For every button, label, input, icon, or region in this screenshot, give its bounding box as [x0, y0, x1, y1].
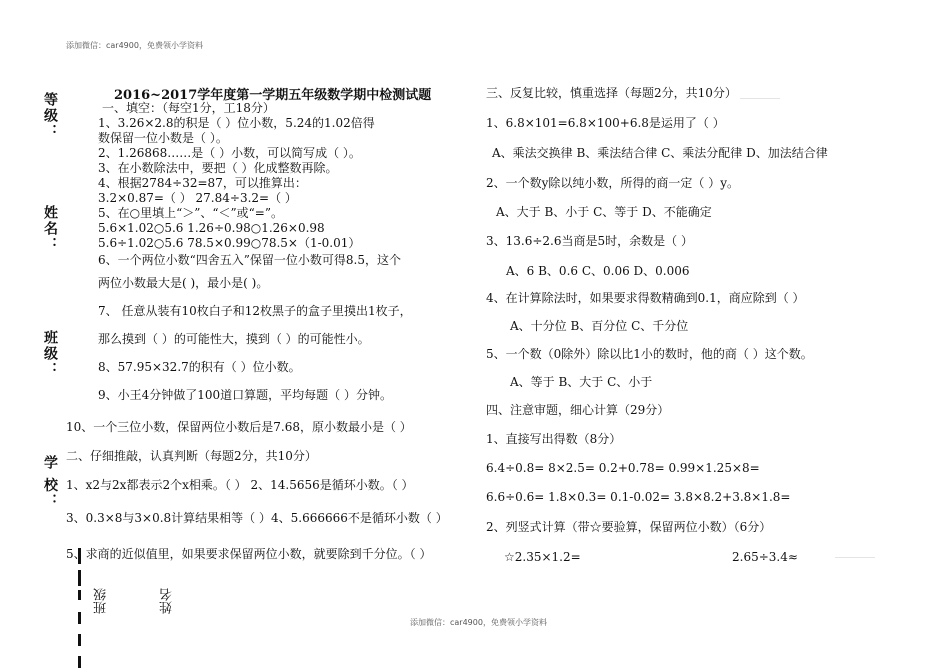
section3-title: 三、反复比较，慎重选择（每题2分，共10分）: [486, 86, 737, 100]
s2-line: 3、0.3×8与3×0.8计算结果相等（ ）4、5.666666不是循环小数（ ）: [66, 511, 448, 525]
watermark-top: 添加微信：car4900，免费领小学资料: [66, 41, 203, 50]
s1-line: 1、3.26×2.8的积是（ ）位小数，5.24的1.02倍得: [98, 116, 375, 130]
s1-line: 10、一个三位小数，保留两位小数后是7.68，原小数最小是（ ）: [66, 420, 412, 434]
s4-sub2: 2、列竖式计算（带☆要验算，保留两位小数）（6分）: [486, 520, 772, 534]
s1-line: 5、在○里填上“＞”、“＜”或“=”。: [98, 206, 283, 220]
side-label-name: 姓名：: [42, 205, 58, 253]
s3-question: 5、一个数（0除外）除以比1小的数时，他的商（ ）这个数。: [486, 347, 813, 361]
s3-options: A、等于 B、大于 C、小于: [510, 375, 653, 389]
vertical-calc-right: 2.65÷3.4≈: [732, 550, 798, 564]
s4-sub1: 1、直接写出得数（8分）: [486, 432, 622, 446]
watermark-bottom: 添加微信：car4900，免费领小学资料: [410, 618, 547, 627]
s3-options: A、大于 B、小于 C、等于 D、不能确定: [496, 205, 712, 219]
s1-line: 5.6×1.02○5.6 1.26÷0.98○1.26×0.98: [98, 221, 325, 235]
binding-line-segment: [78, 656, 81, 668]
s1-line: 6、一个两位小数“四舍五入”保留一位小数可得8.5，这个: [98, 253, 401, 267]
binding-class-label: 班级: [94, 588, 109, 614]
section2-title: 二、仔细推敲，认真判断（每题2分，共10分）: [66, 449, 317, 463]
binding-line-segment: [78, 590, 81, 600]
side-label-school: 学 校：: [42, 455, 58, 510]
s1-line: 两位小数最大是( )，最小是( )。: [98, 276, 269, 290]
binding-line-segment: [78, 634, 81, 646]
s3-options: A、十分位 B、百分位 C、千分位: [510, 319, 689, 333]
scan-artifact: [740, 98, 780, 99]
s1-line: 3.2×0.87=（ ） 27.84÷3.2=（ ）: [98, 191, 297, 205]
binding-line-segment: [78, 612, 81, 624]
side-label-class: 班级：: [42, 330, 58, 378]
s3-question: 4、在计算除法时，如果要求得数精确到0.1，商应除到（ ）: [486, 291, 805, 305]
s1-line: 那么摸到（ ）的可能性大，摸到（ ）的可能性小。: [98, 332, 370, 346]
s2-line: 1、x2与2x都表示2个x相乘。（ ） 2、14.5656是循环小数。（ ）: [66, 478, 414, 492]
s3-question: 3、13.6÷2.6当商是5时，余数是（ ）: [486, 234, 693, 248]
s1-line: 7、 任意从装有10枚白子和12枚黑子的盒子里摸出1枚子，: [98, 304, 412, 318]
s1-line: 数保留一位小数是（ ）。: [98, 131, 228, 145]
s3-options: A、乘法交换律 B、乘法结合律 C、乘法分配律 D、加法结合律: [492, 146, 828, 160]
s1-line: 9、小王4分钟做了100道口算题，平均每题（ ）分钟。: [98, 388, 392, 402]
s2-line: 5、求商的近似值里，如果要求保留两位小数，就要除到千分位。（ ）: [66, 547, 432, 561]
s3-question: 2、一个数y除以纯小数，所得的商一定（ ）y。: [486, 176, 740, 190]
scan-artifact: [835, 557, 875, 558]
binding-name-label: 姓名: [160, 588, 175, 614]
section1-title: 一、填空：（每空1分，工18分）: [102, 101, 275, 115]
s1-line: 3、在小数除法中，要把（ ）化成整数再除。: [98, 161, 338, 175]
s3-options: A、6 B、0.6 C、0.06 D、0.006: [506, 264, 690, 278]
section4-title: 四、注意审题，细心计算（29分）: [486, 403, 670, 417]
s1-line: 5.6÷1.02○5.6 78.5×0.99○78.5×（1-0.01）: [98, 236, 361, 250]
calc-row: 6.6÷0.6= 1.8×0.3= 0.1-0.02= 3.8×8.2+3.8×1.8=: [486, 490, 791, 504]
s3-question: 1、6.8×101=6.8×100+6.8是运用了（ ）: [486, 116, 725, 130]
side-label-grade: 等级：: [42, 92, 58, 140]
s1-line: 2、1.26868……是（ ）小数，可以简写成（ ）。: [98, 146, 361, 160]
exam-title: 2016~2017学年度第一学期五年级数学期中检测试题: [114, 88, 432, 103]
s1-line: 8、57.95×32.7的积有（ ）位小数。: [98, 360, 301, 374]
s1-line: 4、根据2784÷32=87，可以推算出：: [98, 176, 307, 190]
vertical-calc-left: ☆2.35×1.2=: [504, 550, 581, 564]
binding-line-segment: [78, 570, 81, 586]
calc-row: 6.4÷0.8= 8×2.5= 0.2+0.78= 0.99×1.25×8=: [486, 461, 760, 475]
